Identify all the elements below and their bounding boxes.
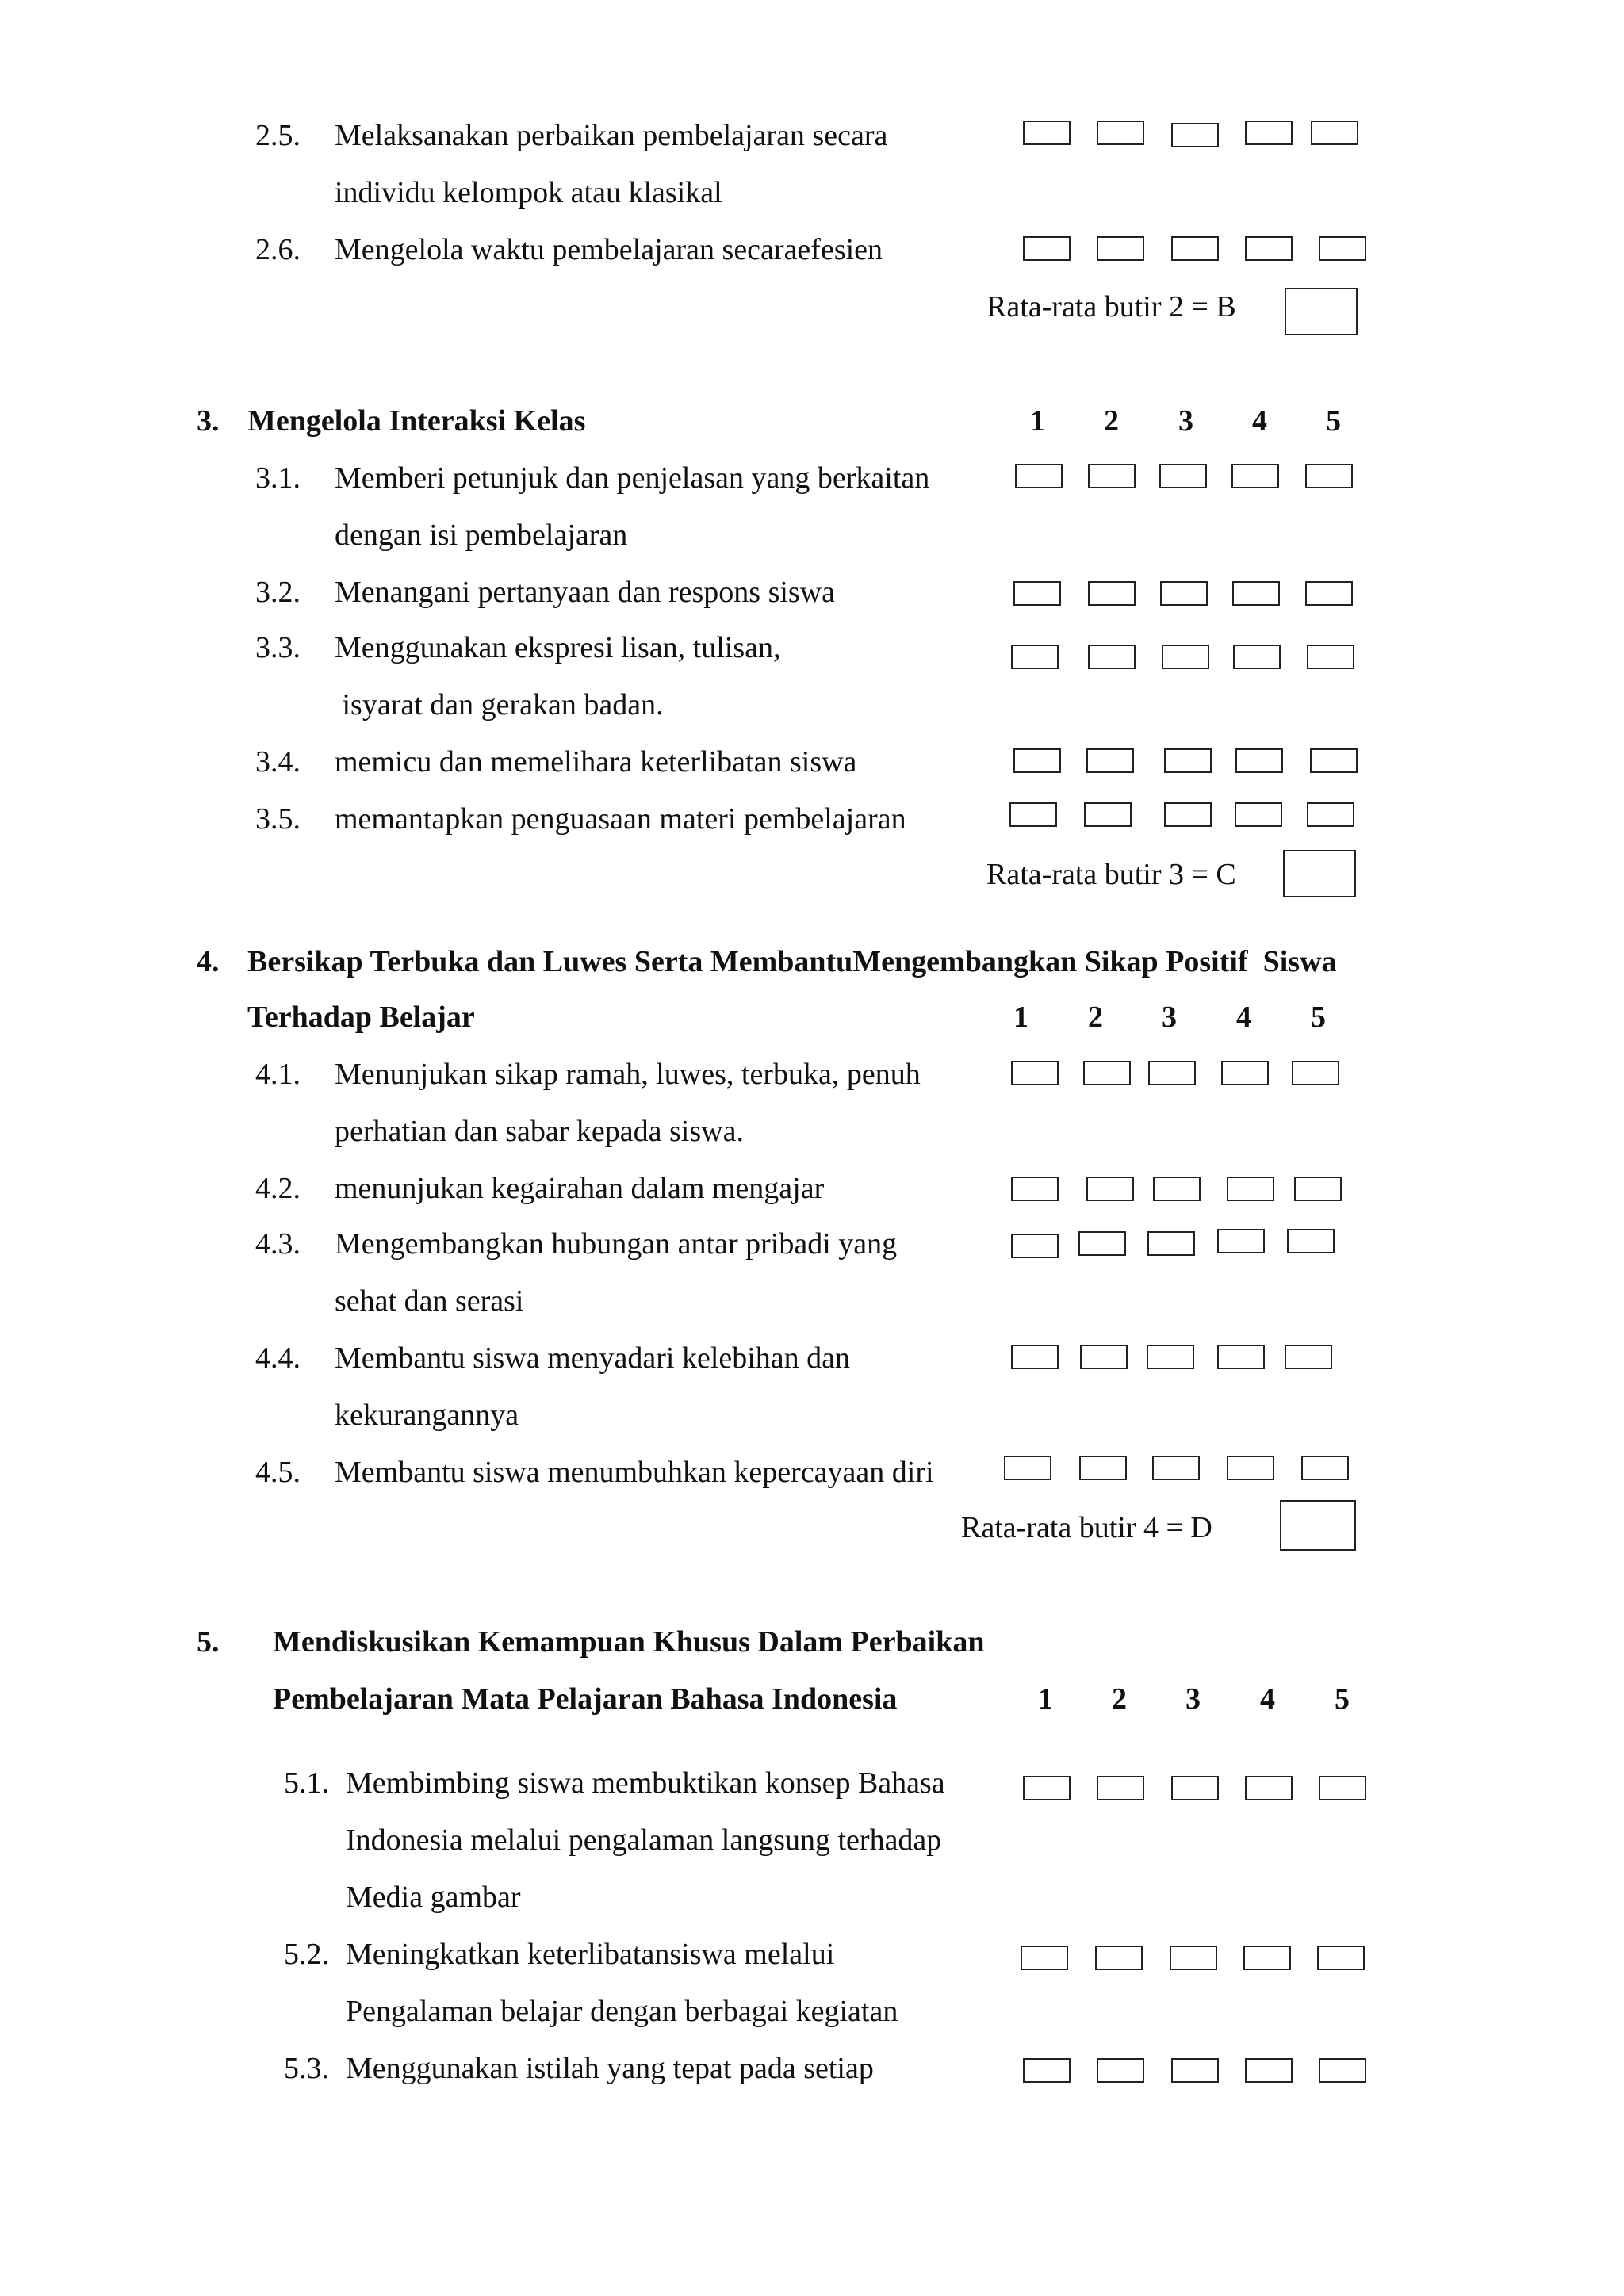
rating-checkbox[interactable] xyxy=(1310,748,1358,773)
rating-checkbox[interactable] xyxy=(1088,581,1136,606)
rating-checkbox[interactable] xyxy=(1245,121,1293,145)
section-number: 4. xyxy=(197,945,220,978)
rating-checkbox[interactable] xyxy=(1171,236,1219,261)
item-text: kekurangannya xyxy=(335,1399,519,1432)
rating-checkbox[interactable] xyxy=(1080,1345,1128,1369)
rating-checkbox[interactable] xyxy=(1164,748,1212,773)
item-number: 3.5. xyxy=(255,802,301,836)
rating-checkbox[interactable] xyxy=(1011,1234,1059,1258)
item-text: Pengalaman belajar dengan berbagai kegiatan xyxy=(346,1995,898,2028)
item-number: 3.4. xyxy=(255,745,301,779)
item-text: Menggunakan istilah yang tepat pada setiap xyxy=(346,2052,874,2085)
rating-checkbox[interactable] xyxy=(1147,1231,1195,1256)
section-title: Pembelajaran Mata Pelajaran Bahasa Indonesia xyxy=(273,1682,898,1716)
rating-checkbox[interactable] xyxy=(1235,748,1283,773)
average-box[interactable] xyxy=(1280,1500,1356,1551)
rating-checkbox[interactable] xyxy=(1227,1456,1274,1480)
rating-checkbox[interactable] xyxy=(1088,645,1136,669)
item-text: memantapkan penguasaan materi pembelajaran xyxy=(335,802,906,836)
item-text: Mengelola waktu pembelajaran secaraefesien xyxy=(335,233,883,266)
rating-checkbox[interactable] xyxy=(1245,2058,1293,2083)
scale-label: 4 xyxy=(1252,404,1267,438)
item-number: 4.1. xyxy=(255,1058,301,1091)
rating-checkbox[interactable] xyxy=(1217,1229,1265,1253)
rating-checkbox[interactable] xyxy=(1307,802,1354,827)
item-number: 2.5. xyxy=(255,119,301,152)
rating-checkbox[interactable] xyxy=(1084,802,1132,827)
item-text: memicu dan memelihara keterlibatan siswa xyxy=(335,745,857,779)
item-text: perhatian dan sabar kepada siswa. xyxy=(335,1115,744,1148)
item-number: 3.3. xyxy=(255,631,301,664)
rating-checkbox[interactable] xyxy=(1013,748,1061,773)
item-text: individu kelompok atau klasikal xyxy=(335,176,722,209)
rating-checkbox[interactable] xyxy=(1011,1177,1059,1201)
rating-checkbox[interactable] xyxy=(1004,1456,1051,1480)
item-number: 2.6. xyxy=(255,233,301,266)
rating-checkbox[interactable] xyxy=(1023,2058,1071,2083)
scale-label: 3 xyxy=(1162,1001,1177,1034)
rating-checkbox[interactable] xyxy=(1319,236,1366,261)
scale-label: 2 xyxy=(1104,404,1119,438)
scale-label: 2 xyxy=(1112,1682,1127,1716)
section-title: Bersikap Terbuka dan Luwes Serta MembantuMengembangkan Sikap Positif Siswa xyxy=(247,945,1337,978)
rating-checkbox[interactable] xyxy=(1171,2058,1219,2083)
item-text: dengan isi pembelajaran xyxy=(335,519,628,552)
item-number: 4.3. xyxy=(255,1227,301,1261)
item-text: menunjukan kegairahan dalam mengajar xyxy=(335,1172,825,1205)
rating-checkbox[interactable] xyxy=(1162,645,1209,669)
item-text: Indonesia melalui pengalaman langsung terhadap xyxy=(346,1823,942,1857)
scale-label: 4 xyxy=(1236,1001,1251,1034)
rating-checkbox[interactable] xyxy=(1011,1345,1059,1369)
item-text: Memberi petunjuk dan penjelasan yang berkaitan xyxy=(335,461,930,495)
item-number: 3.2. xyxy=(255,576,301,609)
scale-label: 3 xyxy=(1178,404,1193,438)
rating-checkbox[interactable] xyxy=(1011,645,1059,669)
rating-checkbox[interactable] xyxy=(1159,464,1207,488)
average-label: Rata-rata butir 2 = B xyxy=(986,290,1236,323)
average-label: Rata-rata butir 4 = D xyxy=(961,1511,1212,1544)
rating-checkbox[interactable] xyxy=(1292,1061,1339,1085)
item-text: Menunjukan sikap ramah, luwes, terbuka, penuh xyxy=(335,1058,921,1091)
scale-label: 1 xyxy=(1013,1001,1028,1034)
average-box[interactable] xyxy=(1283,850,1356,897)
scale-label: 5 xyxy=(1311,1001,1326,1034)
rating-checkbox[interactable] xyxy=(1015,464,1063,488)
rating-checkbox[interactable] xyxy=(1311,121,1358,145)
rating-checkbox[interactable] xyxy=(1097,2058,1144,2083)
rating-checkbox[interactable] xyxy=(1164,802,1212,827)
rating-checkbox[interactable] xyxy=(1153,1177,1201,1201)
rating-checkbox[interactable] xyxy=(1083,1061,1131,1085)
scale-label: 5 xyxy=(1326,404,1341,438)
rating-checkbox[interactable] xyxy=(1095,1946,1143,1970)
section-number: 3. xyxy=(197,404,220,438)
item-text: Membantu siswa menyadari kelebihan dan xyxy=(335,1341,851,1375)
rating-checkbox[interactable] xyxy=(1023,236,1071,261)
rating-checkbox[interactable] xyxy=(1148,1061,1196,1085)
scale-label: 4 xyxy=(1260,1682,1275,1716)
item-text: Membimbing siswa membuktikan konsep Bahasa xyxy=(346,1766,945,1800)
rating-checkbox[interactable] xyxy=(1079,1456,1127,1480)
rating-checkbox[interactable] xyxy=(1305,581,1353,606)
rating-checkbox[interactable] xyxy=(1097,236,1144,261)
rating-checkbox[interactable] xyxy=(1021,1946,1068,1970)
item-number: 4.4. xyxy=(255,1341,301,1375)
rating-checkbox[interactable] xyxy=(1243,1946,1291,1970)
rating-checkbox[interactable] xyxy=(1301,1456,1349,1480)
average-label: Rata-rata butir 3 = C xyxy=(986,858,1236,891)
section-number: 5. xyxy=(197,1625,220,1659)
scale-label: 3 xyxy=(1185,1682,1201,1716)
item-text: sehat dan serasi xyxy=(335,1284,524,1318)
rating-checkbox[interactable] xyxy=(1170,1946,1217,1970)
rating-checkbox[interactable] xyxy=(1305,464,1353,488)
rating-checkbox[interactable] xyxy=(1227,1177,1274,1201)
average-box[interactable] xyxy=(1285,288,1358,335)
rating-checkbox[interactable] xyxy=(1013,581,1061,606)
scale-label: 5 xyxy=(1335,1682,1350,1716)
rating-checkbox[interactable] xyxy=(1231,464,1279,488)
rating-checkbox[interactable] xyxy=(1294,1177,1342,1201)
rating-checkbox[interactable] xyxy=(1307,645,1354,669)
item-text: isyarat dan gerakan badan. xyxy=(335,688,664,721)
rating-checkbox[interactable] xyxy=(1285,1345,1332,1369)
rating-checkbox[interactable] xyxy=(1023,121,1071,145)
rating-checkbox[interactable] xyxy=(1245,1776,1293,1800)
rating-checkbox[interactable] xyxy=(1023,1776,1071,1800)
section-title: Terhadap Belajar xyxy=(247,1001,475,1034)
item-number: 5.3. xyxy=(284,2052,329,2085)
section-title: Mengelola Interaksi Kelas xyxy=(247,404,586,438)
scale-label: 2 xyxy=(1088,1001,1103,1034)
item-text: Membantu siswa menumbuhkan kepercayaan diri xyxy=(335,1456,934,1489)
scale-label: 1 xyxy=(1030,404,1045,438)
item-text: Menggunakan ekspresi lisan, tulisan, xyxy=(335,631,781,664)
rating-checkbox[interactable] xyxy=(1319,2058,1366,2083)
rating-checkbox[interactable] xyxy=(1221,1061,1269,1085)
rating-checkbox[interactable] xyxy=(1011,1061,1059,1085)
rating-checkbox[interactable] xyxy=(1086,1177,1134,1201)
item-number: 4.2. xyxy=(255,1172,301,1205)
rating-checkbox[interactable] xyxy=(1086,748,1134,773)
rating-checkbox[interactable] xyxy=(1233,645,1281,669)
item-number: 4.5. xyxy=(255,1456,301,1489)
scale-label: 1 xyxy=(1038,1682,1053,1716)
item-text: Melaksanakan perbaikan pembelajaran secara xyxy=(335,119,888,152)
rating-checkbox[interactable] xyxy=(1147,1345,1194,1369)
rating-checkbox[interactable] xyxy=(1217,1345,1265,1369)
rating-checkbox[interactable] xyxy=(1287,1229,1335,1253)
item-text: Media gambar xyxy=(346,1881,521,1914)
rating-checkbox[interactable] xyxy=(1232,581,1280,606)
item-number: 5.1. xyxy=(284,1766,329,1800)
item-text: Meningkatkan keterlibatansiswa melalui xyxy=(346,1938,835,1971)
rating-checkbox[interactable] xyxy=(1319,1776,1366,1800)
rating-checkbox[interactable] xyxy=(1097,1776,1144,1800)
rating-checkbox[interactable] xyxy=(1097,121,1144,145)
rating-checkbox[interactable] xyxy=(1245,236,1293,261)
rating-checkbox[interactable] xyxy=(1088,464,1136,488)
rating-checkbox[interactable] xyxy=(1009,802,1057,827)
rating-checkbox[interactable] xyxy=(1078,1231,1126,1256)
rating-checkbox[interactable] xyxy=(1152,1456,1200,1480)
item-number: 3.1. xyxy=(255,461,301,495)
item-text: Menangani pertanyaan dan respons siswa xyxy=(335,576,836,609)
section-title: Mendiskusikan Kemampuan Khusus Dalam Perbaikan xyxy=(273,1625,985,1659)
item-number: 5.2. xyxy=(284,1938,329,1971)
rating-checkbox[interactable] xyxy=(1235,802,1282,827)
rating-checkbox[interactable] xyxy=(1171,1776,1219,1800)
rating-checkbox[interactable] xyxy=(1171,123,1219,147)
rating-checkbox[interactable] xyxy=(1317,1946,1365,1970)
rating-checkbox[interactable] xyxy=(1160,581,1208,606)
item-text: Mengembangkan hubungan antar pribadi yang xyxy=(335,1227,898,1261)
